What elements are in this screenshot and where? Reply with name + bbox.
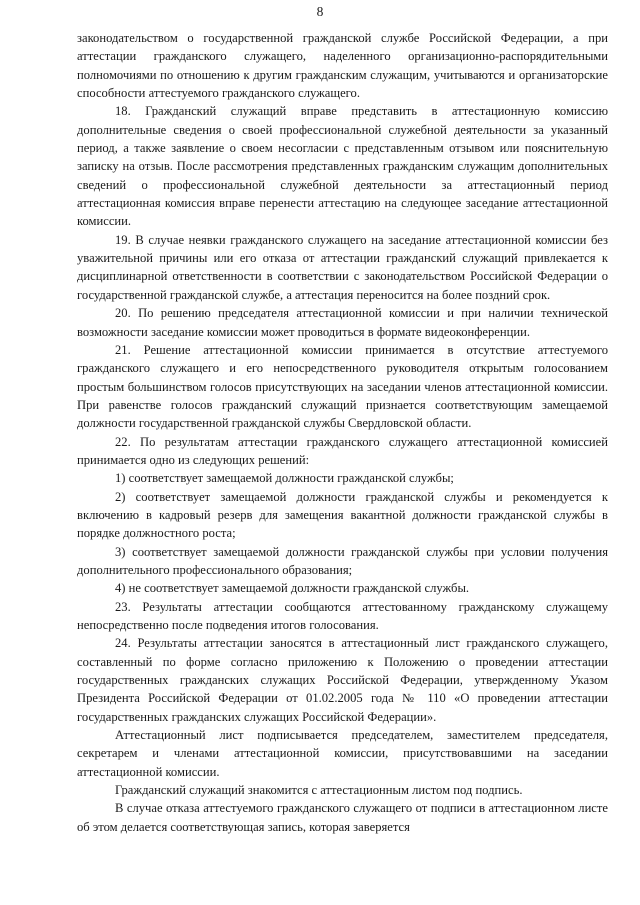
paragraph-20: 20. По решению председателя аттестационной комиссии и при наличии технической возможности заседание комиссии может проводиться в формате видеоконференции. <box>77 306 608 339</box>
paragraph-refusal: В случае отказа аттестуемого гражданского служащего от подписи в аттестационном листе об этом делается соответствующая запись, которая заверяется <box>77 801 608 834</box>
paragraph-18: 18. Гражданский служащий вправе представить в аттестационную комиссию дополнительные сведения о своей профессиональной служебной деятельности за указанный период, а также заявление о своем несогласии с представленным отзывом или пояснительную записку на отзыв. После рассмотрения представленных гражданским служащим дополнительных сведений о профессиональной служебной деятельности за аттестационный период аттестационная комиссия вправе перенести аттестацию на следующее заседание аттестационной комиссии. <box>77 104 608 229</box>
paragraph-23: 23. Результаты аттестации сообщаются аттестованному гражданскому служащему непосредственно после подведения итогов голосования. <box>77 599 608 632</box>
paragraph-24: 24. Результаты аттестации заносятся в аттестационный лист гражданского служащего, составленный по форме согласно приложению к Положению о проведении аттестации государственных гражданских служащих Российской Федерации, утвержденному Указом Президента Российской Федерации от 01.02.2005 года № 110 «О проведении аттестации государственных гражданских служащих Российской Федерации». <box>77 636 608 724</box>
paragraph-22: 22. По результатам аттестации гражданского служащего аттестационной комиссией принимается одно из следующих решений: <box>77 434 608 467</box>
paragraph-19: 19. В случае неявки гражданского служащего на заседание аттестационной комиссии без уважительной причины или его отказа от аттестации гражданский служащий привлекается к дисциплинарной ответственности в соответствии с законодательством Российской Федерации о государственной гражданской службе, а аттестация переносится на более поздний срок. <box>77 232 608 302</box>
paragraph-21: 21. Решение аттестационной комиссии принимается в отсутствие аттестуемого гражданского служащего и его непосредственного руководителя открытым голосованием простым большинством голосов присутствующих на заседании членов аттестационной комиссии. При равенстве голосов гражданский служащий признается соответствующим замещаемой должности государственной гражданской службы Свердловской области. <box>77 342 608 431</box>
decision-item-2: 2) соответствует замещаемой должности гражданской службы и рекомендуется к включению в кадровый резерв для замещения вакантной должности гражданской службы в порядке должностного роста; <box>77 489 608 541</box>
paragraph-signature: Гражданский служащий знакомится с аттестационным листом под подпись. <box>115 783 523 798</box>
decision-item-4: 4) не соответствует замещаемой должности гражданской службы. <box>115 581 470 596</box>
decision-item-3: 3) соответствует замещаемой должности гражданской службы при условии получения дополнительного профессионального образования; <box>77 544 608 577</box>
paragraph-continuation: законодательством о государственной гражданской службе Российской Федерации, а при аттестации гражданского служащего, наделенного организационно-распорядительными полномочиями по отношению к другим гражданским служащим, учитываются и организаторские способности аттестуемого гражданского служащего. <box>77 31 608 101</box>
page-number: 8 <box>316 4 324 19</box>
document-body <box>77 29 608 836</box>
paragraph-attestation-sheet: Аттестационный лист подписывается председателем, заместителем председателя, секретарем и членами аттестационной комиссии, присутствовавшими на заседании аттестационной комиссии. <box>77 728 608 779</box>
decision-item-1: 1) соответствует замещаемой должности гражданской службы; <box>115 471 454 486</box>
